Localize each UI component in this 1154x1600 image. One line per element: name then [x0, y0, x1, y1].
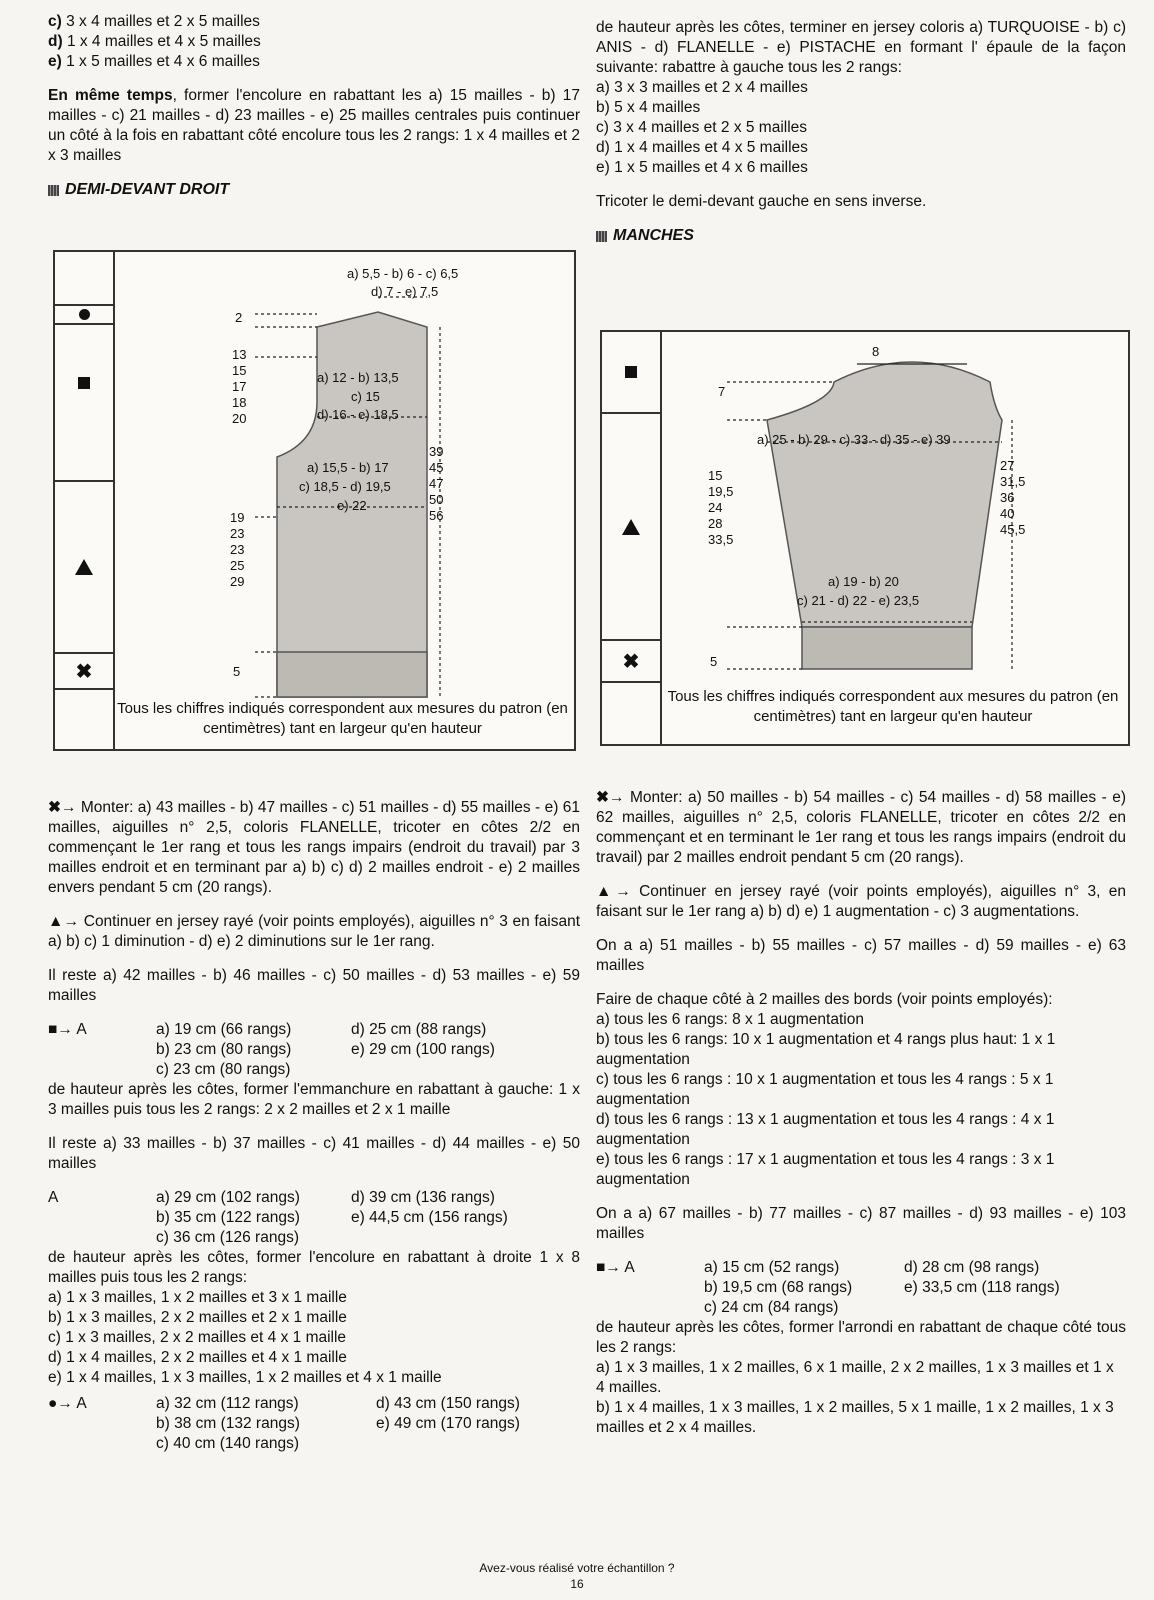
- continuer-paragraph-right: ▲→ Continuer en jersey rayé (voir points employés), aiguilles n° 3, en faisant sur le 1er rang a) b) d) e) 1 augmentation - c) 3 augmentations.: [596, 883, 1126, 920]
- dim-lower-1: a) 19 - b) 20: [828, 574, 899, 589]
- dim-top: 8: [872, 344, 880, 359]
- monter-paragraph-right: ✖→ Monter: a) 50 mailles - b) 54 mailles - c) 54 mailles - d) 58 mailles - e) 62 mailles, aiguilles n° 2,5, coloris FLANELLE, tricoter en côtes 2/2 en commençant et en terminant le 1er rang et tous les rangs impairs (endroit du travail) par 2 mailles endroit pendant 5 cm (20 rangs).: [596, 789, 1126, 866]
- encolure-lines: a) 1 x 3 mailles, 1 x 2 mailles et 3 x 1 maille b) 1 x 3 mailles, 2 x 2 mailles et 2 x 1 maille c) 1 x 3 mailles, 2 x 2 mailles et 4 x 1 maille d) 1 x 4 mailles, 2 x 2 mailles et 4 x 1 maille e) 1 x 4 mailles, 1 x 3 mailles, 1 x 2 mailles et 4 x 1 maille: [48, 1289, 442, 1386]
- demi-devant-diagram: [53, 250, 576, 751]
- monter-paragraph: ✖→ Monter: a) 43 mailles - b) 47 mailles - c) 51 mailles - d) 55 mailles - e) 61 mailles, aiguilles n° 2,5, coloris FLANELLE, tricoter en côtes 2/2 en commençant le 1er rang et tous les rangs impairs (endroit du travail) par 3 mailles endroit et en terminant par a) b) c) d) 2 mailles endroit - e) 2 mailles envers pendant 5 cm (20 rangs).: [48, 799, 580, 896]
- on-a-1: On a a) 51 mailles - b) 55 mailles - c) 57 mailles - d) 59 mailles - e) 63 mailles: [596, 937, 1126, 974]
- manches-diagram: [600, 330, 1130, 746]
- section-title-manches: MANCHES: [596, 226, 1126, 246]
- dim-cap: 7: [718, 384, 726, 399]
- dim-rib: 5: [710, 654, 718, 669]
- left-lower-text: [48, 798, 580, 1454]
- section-title-demi-devant: DEMI-DEVANT DROIT: [48, 180, 580, 200]
- faire-lines: a) tous les 6 rangs: 8 x 1 augmentation b) tous les 6 rangs: 10 x 1 augmentation et 4 rangs plus haut: 1 x 1 augmentation c) tous les 6 rangs : 10 x 1 augmentation et tous les 4 rangs : 5 x 1 augmentation d) tous les 6 rangs : 13 x 1 augmentation et tous les 4 rangs : 4 x 1 augmentation e) tous les 6 rangs : 17 x 1 augmentation et tous les 4 rangs : 3 x 1 augmentation: [596, 1011, 1056, 1188]
- left-column: [48, 12, 580, 210]
- dim-body-2: c) 18,5 - d) 19,5: [299, 479, 391, 494]
- dim-left-vals: 15 19,5 24 28 33,5: [708, 468, 734, 547]
- section-marker-icon: [48, 185, 59, 196]
- manche-shape: [602, 332, 1128, 744]
- emmanchure-paragraph: de hauteur après les côtes, former l'emmanchure en rabattant à gauche: 1 x 3 mailles puis tous les 2 rangs: 2 x 2 mailles et 2 x 1 maille: [48, 1081, 580, 1118]
- meme-temps-paragraph: En même temps, former l'encolure en rabattant les a) 15 mailles - b) 17 mailles - c) 21 mailles - d) 23 mailles - e) 25 mailles centrales puis continuer un côté à la fois en rabattant côté encolure tous les 2 rangs: 1 x 4 mailles et 2 x 3 mailles: [48, 87, 580, 164]
- diagram-caption: Tous les chiffres indiqués correspondent aux mesures du patron (en centimètres) tant en largeur qu'en hauteur: [117, 700, 568, 737]
- shoulder-lines: a) 3 x 3 mailles et 2 x 4 mailles b) 5 x 4 mailles c) 3 x 4 mailles et 2 x 5 mailles d) 1 x 4 mailles et 4 x 5 mailles e) 1 x 5 mailles et 4 x 6 mailles: [596, 79, 808, 176]
- dim-side-height: 19 23 23 25 29: [230, 510, 245, 589]
- dim-armhole-list: 13 15 17 18 20: [232, 347, 247, 426]
- dim-chest-2: c) 15: [351, 389, 380, 404]
- dim-upper-width: a) 25 - b) 29 - c) 33 - d) 35 - e) 39: [757, 432, 951, 447]
- square-a-block: ■→ A a) 19 cm (66 rangs) d) 25 cm (88 rangs) b) 23 cm (80 rangs) e) 29 cm (100 rangs) c) 23 cm (80 rangs): [48, 1021, 495, 1078]
- footer-question: Avez-vous réalisé votre échantillon ?: [479, 1561, 675, 1575]
- a-block: A a) 29 cm (102 rangs) d) 39 cm (136 rangs) b) 35 cm (122 rangs) e) 44,5 cm (156 rangs) c) 36 cm (126 rangs): [48, 1189, 508, 1246]
- section-marker-icon: [596, 231, 607, 242]
- continuer-paragraph: ▲→ Continuer en jersey rayé (voir points employés), aiguilles n° 3 en faisant a) b) c) 1 diminution - d) e) 2 diminutions sur le 1er rang.: [48, 913, 580, 950]
- arrondi-paragraph: de hauteur après les côtes, former l'arrondi en rabattant de chaque côté tous les 2 rangs:: [596, 1319, 1126, 1356]
- il-reste-1: Il reste a) 42 mailles - b) 46 mailles - c) 50 mailles - d) 53 mailles - e) 59 mailles: [48, 967, 580, 1004]
- dim-chest-3: d) 16 - e) 18,5: [317, 407, 399, 422]
- page-number: 16: [570, 1577, 584, 1591]
- dim-body-3: e) 22: [337, 498, 367, 513]
- faire-paragraph: Faire de chaque côté à 2 mailles des bords (voir points employés):: [596, 991, 1053, 1008]
- dim-neck: 2: [235, 310, 243, 325]
- inverse-paragraph: Tricoter le demi-devant gauche en sens inverse.: [596, 193, 927, 210]
- dim-total-height: 39 45 47 50 56: [429, 444, 444, 523]
- dim-top-2: d) 7 - e) 7,5: [371, 284, 439, 299]
- il-reste-2: Il reste a) 33 mailles - b) 37 mailles - c) 41 mailles - d) 44 mailles - e) 50 mailles: [48, 1135, 580, 1172]
- encolure-paragraph: de hauteur après les côtes, former l'encolure en rabattant à droite 1 x 8 mailles puis tous les 2 rangs:: [48, 1249, 580, 1286]
- dim-body-1: a) 15,5 - b) 17: [307, 460, 389, 475]
- dim-right-vals: 27 31,5 36 40 45,5: [1000, 458, 1026, 537]
- dim-top-1: a) 5,5 - b) 6 - c) 6,5: [347, 266, 459, 281]
- on-a-2: On a a) 67 mailles - b) 77 mailles - c) 87 mailles - d) 93 mailles - e) 103 mailles: [596, 1205, 1126, 1242]
- cross-symbol-icon: ✖: [55, 654, 113, 690]
- square-a-block-right: ■→ A a) 15 cm (52 rangs) d) 28 cm (98 rangs) b) 19,5 cm (68 rangs) e) 33,5 cm (118 rangs) c) 24 cm (84 rangs): [596, 1259, 1060, 1316]
- cross-symbol-icon: ✖: [602, 641, 660, 683]
- dim-rib: 5: [233, 664, 241, 679]
- right-column: [596, 18, 1126, 256]
- dim-chest-1: a) 12 - b) 13,5: [317, 370, 399, 385]
- arrondi-lines: a) 1 x 3 mailles, 1 x 2 mailles, 6 x 1 maille, 2 x 2 mailles, 1 x 3 mailles et 1 x 4 mailles. b) 1 x 4 mailles, 1 x 3 mailles, 1 x 2 mailles, 5 x 1 maille, 1 x 2 mailles, 1 x 3 mailles et 2 x 4 mailles.: [596, 1359, 1114, 1436]
- dim-lower-2: c) 21 - d) 22 - e) 23,5: [797, 593, 920, 608]
- diagram-caption-right: Tous les chiffres indiqués correspondent aux mesures du patron (en centimètres) tant en largeur qu'en hauteur: [667, 688, 1119, 725]
- top-lines: c) 3 x 4 mailles et 2 x 5 mailles d) 1 x 4 mailles et 4 x 5 mailles e) 1 x 5 mailles et 4 x 6 mailles: [48, 13, 261, 70]
- dot-a-block: ●→ A a) 32 cm (112 rangs) d) 43 cm (150 rangs) b) 38 cm (132 rangs) e) 49 cm (170 rangs) c) 40 cm (140 rangs): [48, 1395, 520, 1452]
- demi-devant-shape: [55, 252, 574, 749]
- intro-paragraph: de hauteur après les côtes, terminer en jersey coloris a) TURQUOISE - b) c) ANIS - d) FLANELLE - e) PISTACHE en formant l' épaule de la façon suivante: rabattre à gauche tous les 2 rangs:: [596, 19, 1126, 76]
- right-lower-text: [596, 788, 1126, 1438]
